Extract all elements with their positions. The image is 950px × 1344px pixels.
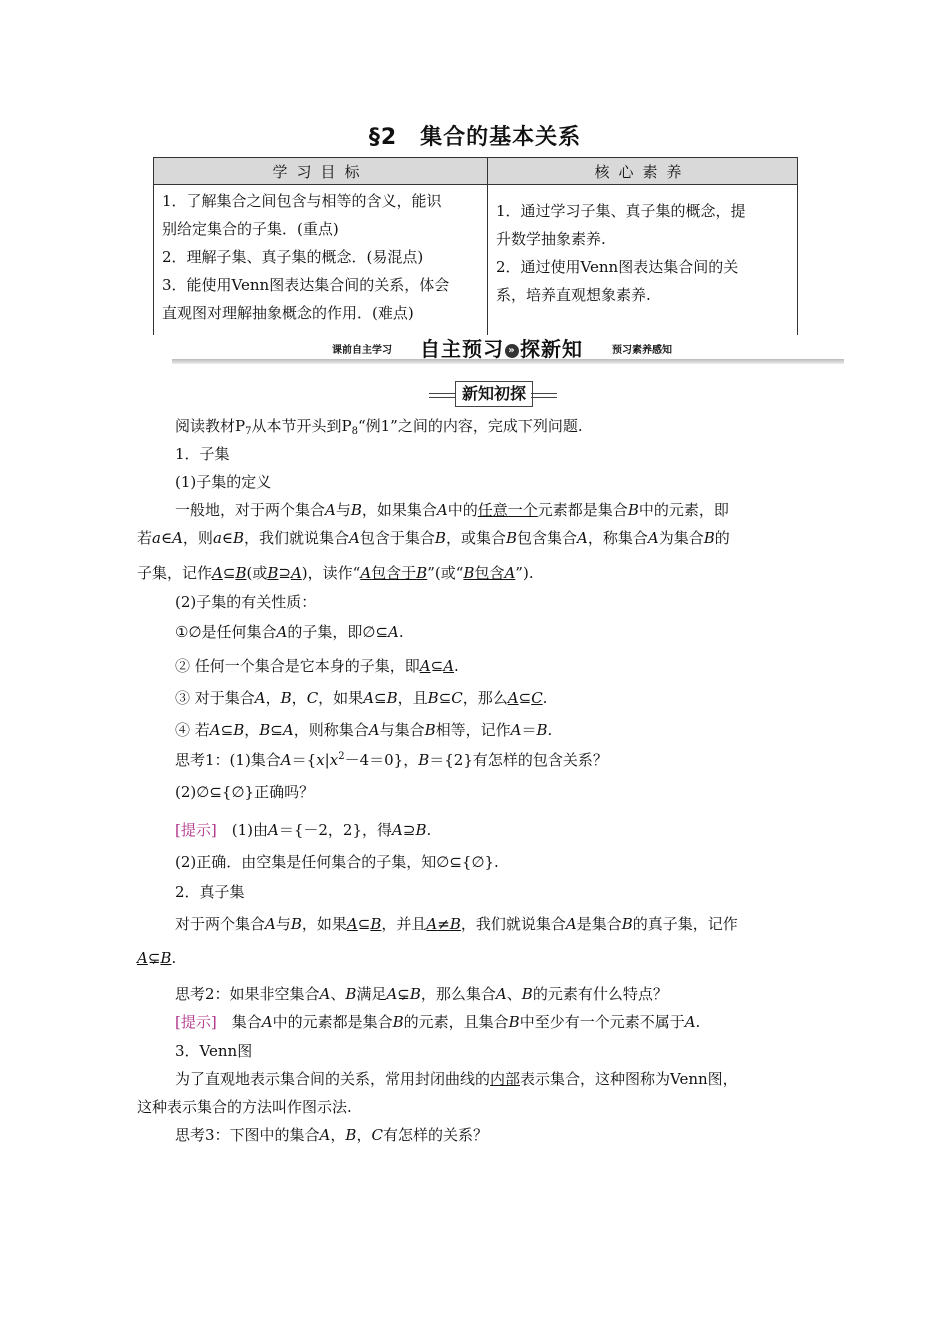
think-3-label: 思考3：下图中的集合 (175, 1126, 320, 1144)
banner-right-label: 预习素养感知 (612, 345, 672, 356)
intro-line: 阅读教材$P_7$从本节开头到$P_8“$例1”之间的内容，完成下列问题. (175, 417, 583, 437)
tag-decor-left (429, 393, 455, 398)
banner-main-title (420, 333, 583, 362)
literacy-line: 2．通过使用Venn图表达集合间的关 (496, 258, 739, 276)
hint-2-text: 集合 (231, 1013, 262, 1031)
section-tag-label: 新知初探 (455, 381, 533, 407)
hint-1: [提示] (1)由A＝{－2，2}，得A⊇B. (175, 821, 432, 839)
hint-1-part2: (2)正确．由空集是任何集合的子集，知∅⊆{∅}. (175, 853, 499, 871)
banner-main-part1: 自主预习 (420, 337, 504, 361)
goal-line: 3．能使用Venn图表达集合间的关系，体会 (162, 276, 450, 294)
property-4: ④ 若A⊆B，B⊆A，则称集合A与集合B相等，记作A＝B. (175, 721, 553, 739)
hint-1-text: (1)由 (231, 821, 268, 839)
goal-line: 1．了解集合之间包含与相等的含义，能识 (162, 192, 442, 210)
proper-subset-line-2: A⊊B. (137, 949, 177, 967)
think-1-part2: (2)∅⊆{∅}正确吗？ (175, 783, 315, 801)
proper-subset-line-1: 对于两个集合A与B，如果A⊆B，并且A≠B，我们就说集合A是集合B的真子集，记作 (175, 915, 738, 933)
heading-subset: 1．子集 (175, 445, 230, 463)
goals-right-cell (488, 185, 798, 336)
think-2-label: 思考2：如果非空集合 (175, 985, 320, 1003)
banner-left-label: 课前自主学习 (332, 345, 392, 356)
hint-label: [提示] (175, 821, 217, 839)
heading-venn: 3．Venn图 (175, 1042, 253, 1060)
venn-line-2: 这种表示集合的方法叫作图示法. (137, 1098, 352, 1116)
section-banner (172, 333, 844, 365)
definition-line-1: 一般地，对于两个集合A与B，如果集合A中的任意一个元素都是集合B中的元素，即 (175, 501, 729, 519)
literacy-line: 1．通过学习子集、真子集的概念，提 (496, 202, 746, 220)
hint-label: [提示] (175, 1013, 217, 1031)
goal-line: 别给定集合的子集．(重点) (162, 220, 339, 238)
venn-text-a: 为了直观地表示集合间的关系，常用封闭曲线的 (175, 1070, 491, 1088)
definition-text: 一般地，对于两个集合 (175, 501, 326, 519)
venn-line-1 (175, 1069, 738, 1089)
chevron-right-icon: » (505, 344, 519, 358)
property-1: ①∅是任何集合A的子集，即∅⊆A. (175, 623, 404, 641)
definition-line-3: 子集，记作A⊆B(或B⊇A)，读作“A包含于B”(或“B包含A”). (137, 564, 534, 582)
underlined-term: 内部 (490, 1070, 521, 1088)
hint-2: [提示] 集合A中的元素都是集合B的元素，且集合B中至少有一个元素不属于A. (175, 1013, 701, 1031)
heading-subset-definition: (1)子集的定义 (175, 473, 272, 491)
property-2: ② 任何一个集合是它本身的子集，即A⊆A. (175, 657, 459, 675)
venn-text-c: 表示集合，这种图称为Venn图， (520, 1070, 738, 1088)
literacy-line: 系，培养直观想象素养. (496, 286, 651, 304)
goals-header-left: 学习目标 (154, 158, 488, 185)
goals-header-right: 核心素养 (488, 158, 798, 185)
tag-decor-right (531, 393, 557, 398)
think-1-tail: 有怎样的包含关系？ (472, 751, 608, 769)
definition-line-2: 若a∈A，则a∈B，我们就说集合A包含于集合B，或集合B包含集合A，称集合A为集合B的 (137, 529, 730, 547)
goals-table (153, 157, 798, 335)
think-1-label: 思考1：(1)集合 (175, 751, 281, 769)
underlined-term: 任意一个 (477, 501, 538, 519)
think-3: 思考3：下图中的集合A，B，C有怎样的关系？ (175, 1126, 488, 1144)
think-2: 思考2：如果非空集合A、B满足A⊊B，那么集合A、B的元素有什么特点？ (175, 985, 668, 1003)
heading-subset-properties: (2)子集的有关性质： (175, 593, 317, 611)
think-1: 思考1：(1)集合$A=\{x|x^2-4=0\}$，B＝{2}有怎样的包含关系？ (175, 751, 608, 769)
banner-main-part2: 探新知 (520, 337, 583, 361)
goals-left-cell (154, 185, 488, 336)
heading-proper-subset: 2．真子集 (175, 883, 245, 901)
hint-1-part2-text: (2)正确．由空集是任何集合的子集，知 (175, 853, 437, 871)
property-3: ③ 对于集合A，B，C，如果A⊆B，且B⊆C，那么A⊆C. (175, 689, 548, 707)
goal-line: 直观图对理解抽象概念的作用．(难点) (162, 304, 414, 322)
goal-line: 2．理解子集、真子集的概念．(易混点) (162, 248, 424, 266)
literacy-line: 升数学抽象素养. (496, 230, 606, 248)
think-1-part2-tail: 正确吗？ (254, 783, 315, 801)
page-title: §2 集合的基本关系 (368, 125, 582, 150)
